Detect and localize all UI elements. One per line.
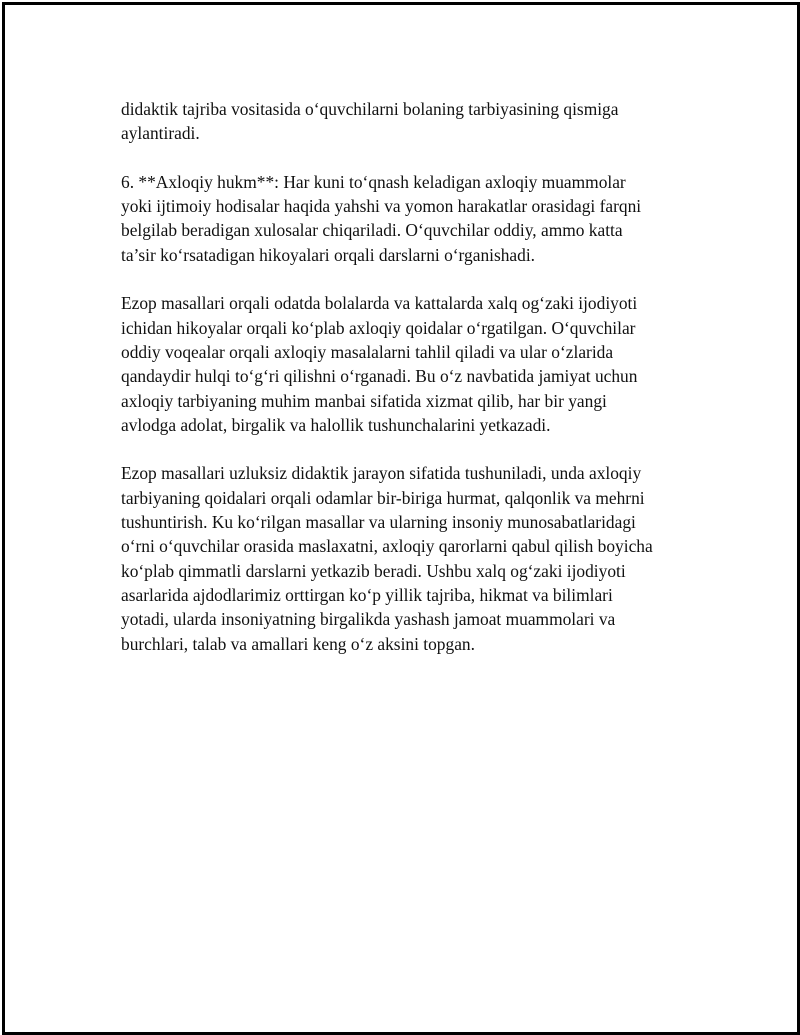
page-frame: [2, 2, 800, 1035]
paragraph-aesop-fables-teaching: Ezop masallari orqali odatda bolalarda va kattalarda xalq og‘zaki ijodiyoti ichidan hikoyalar orqali ko‘plab axloqiy qoidalar o‘rgatilgan. O‘quvchilar oddiy voqealar orqali axloqiy masalalarni tahlil qiladi va ular o‘zlarida qandaydir hulqi to‘g‘ri qilishni o‘rganadi. Bu o‘z navbatida jamiyat uchun axloqiy tarbiyaning muhim manbai sifatida xizmat qilib, har bir yangi avlodga adolat, birgalik va halollik tushunchalarini yetkazadi.: [121, 293, 638, 435]
paragraph-continuation: didaktik tajriba vositasida o‘quvchilarni bolaning tarbiyasining qismiga aylantiradi.: [121, 99, 619, 144]
paragraph-moral-judgment: 6. **Axloqiy hukm**: Har kuni to‘qnash keladigan axloqiy muammolar yoki ijtimoiy hodisalar haqida yahshi va yomon harakatlar orasidagi farqni belgilab beradigan xulosalar chiqariladi. O‘quvchilar oddiy, ammo katta ta’sir ko‘rsatadigan hikoyalari orqali darslarni o‘rganishadi.: [121, 171, 642, 265]
document-body: [121, 97, 691, 680]
paragraph-aesop-fables-didactic: Ezop masallari uzluksiz didaktik jarayon sifatida tushuniladi, unda axloqiy tarbiyaning qoidalari orqali odamlar bir-biriga hurmat, qalqonlik va mehrni tushuntirish. Ku ko‘rilgan masallar va ularning insoniy munosabatlaridagi o‘rni o‘quvchilar orasida maslaxatni, axloqiy qarorlarni qabul qilish boyicha ko‘plab qimmatli darslarni yetkazib beradi. Ushbu xalq og‘zaki ijodiyoti asarlarida ajdodlarimiz orttirgan ko‘p yillik tajriba, hikmat va bilimlari yotadi, ularda insoniyatning birgalikda yashash jamoat muammolari va burchlari, talab va amallari keng o‘z aksini topgan.: [121, 463, 653, 654]
